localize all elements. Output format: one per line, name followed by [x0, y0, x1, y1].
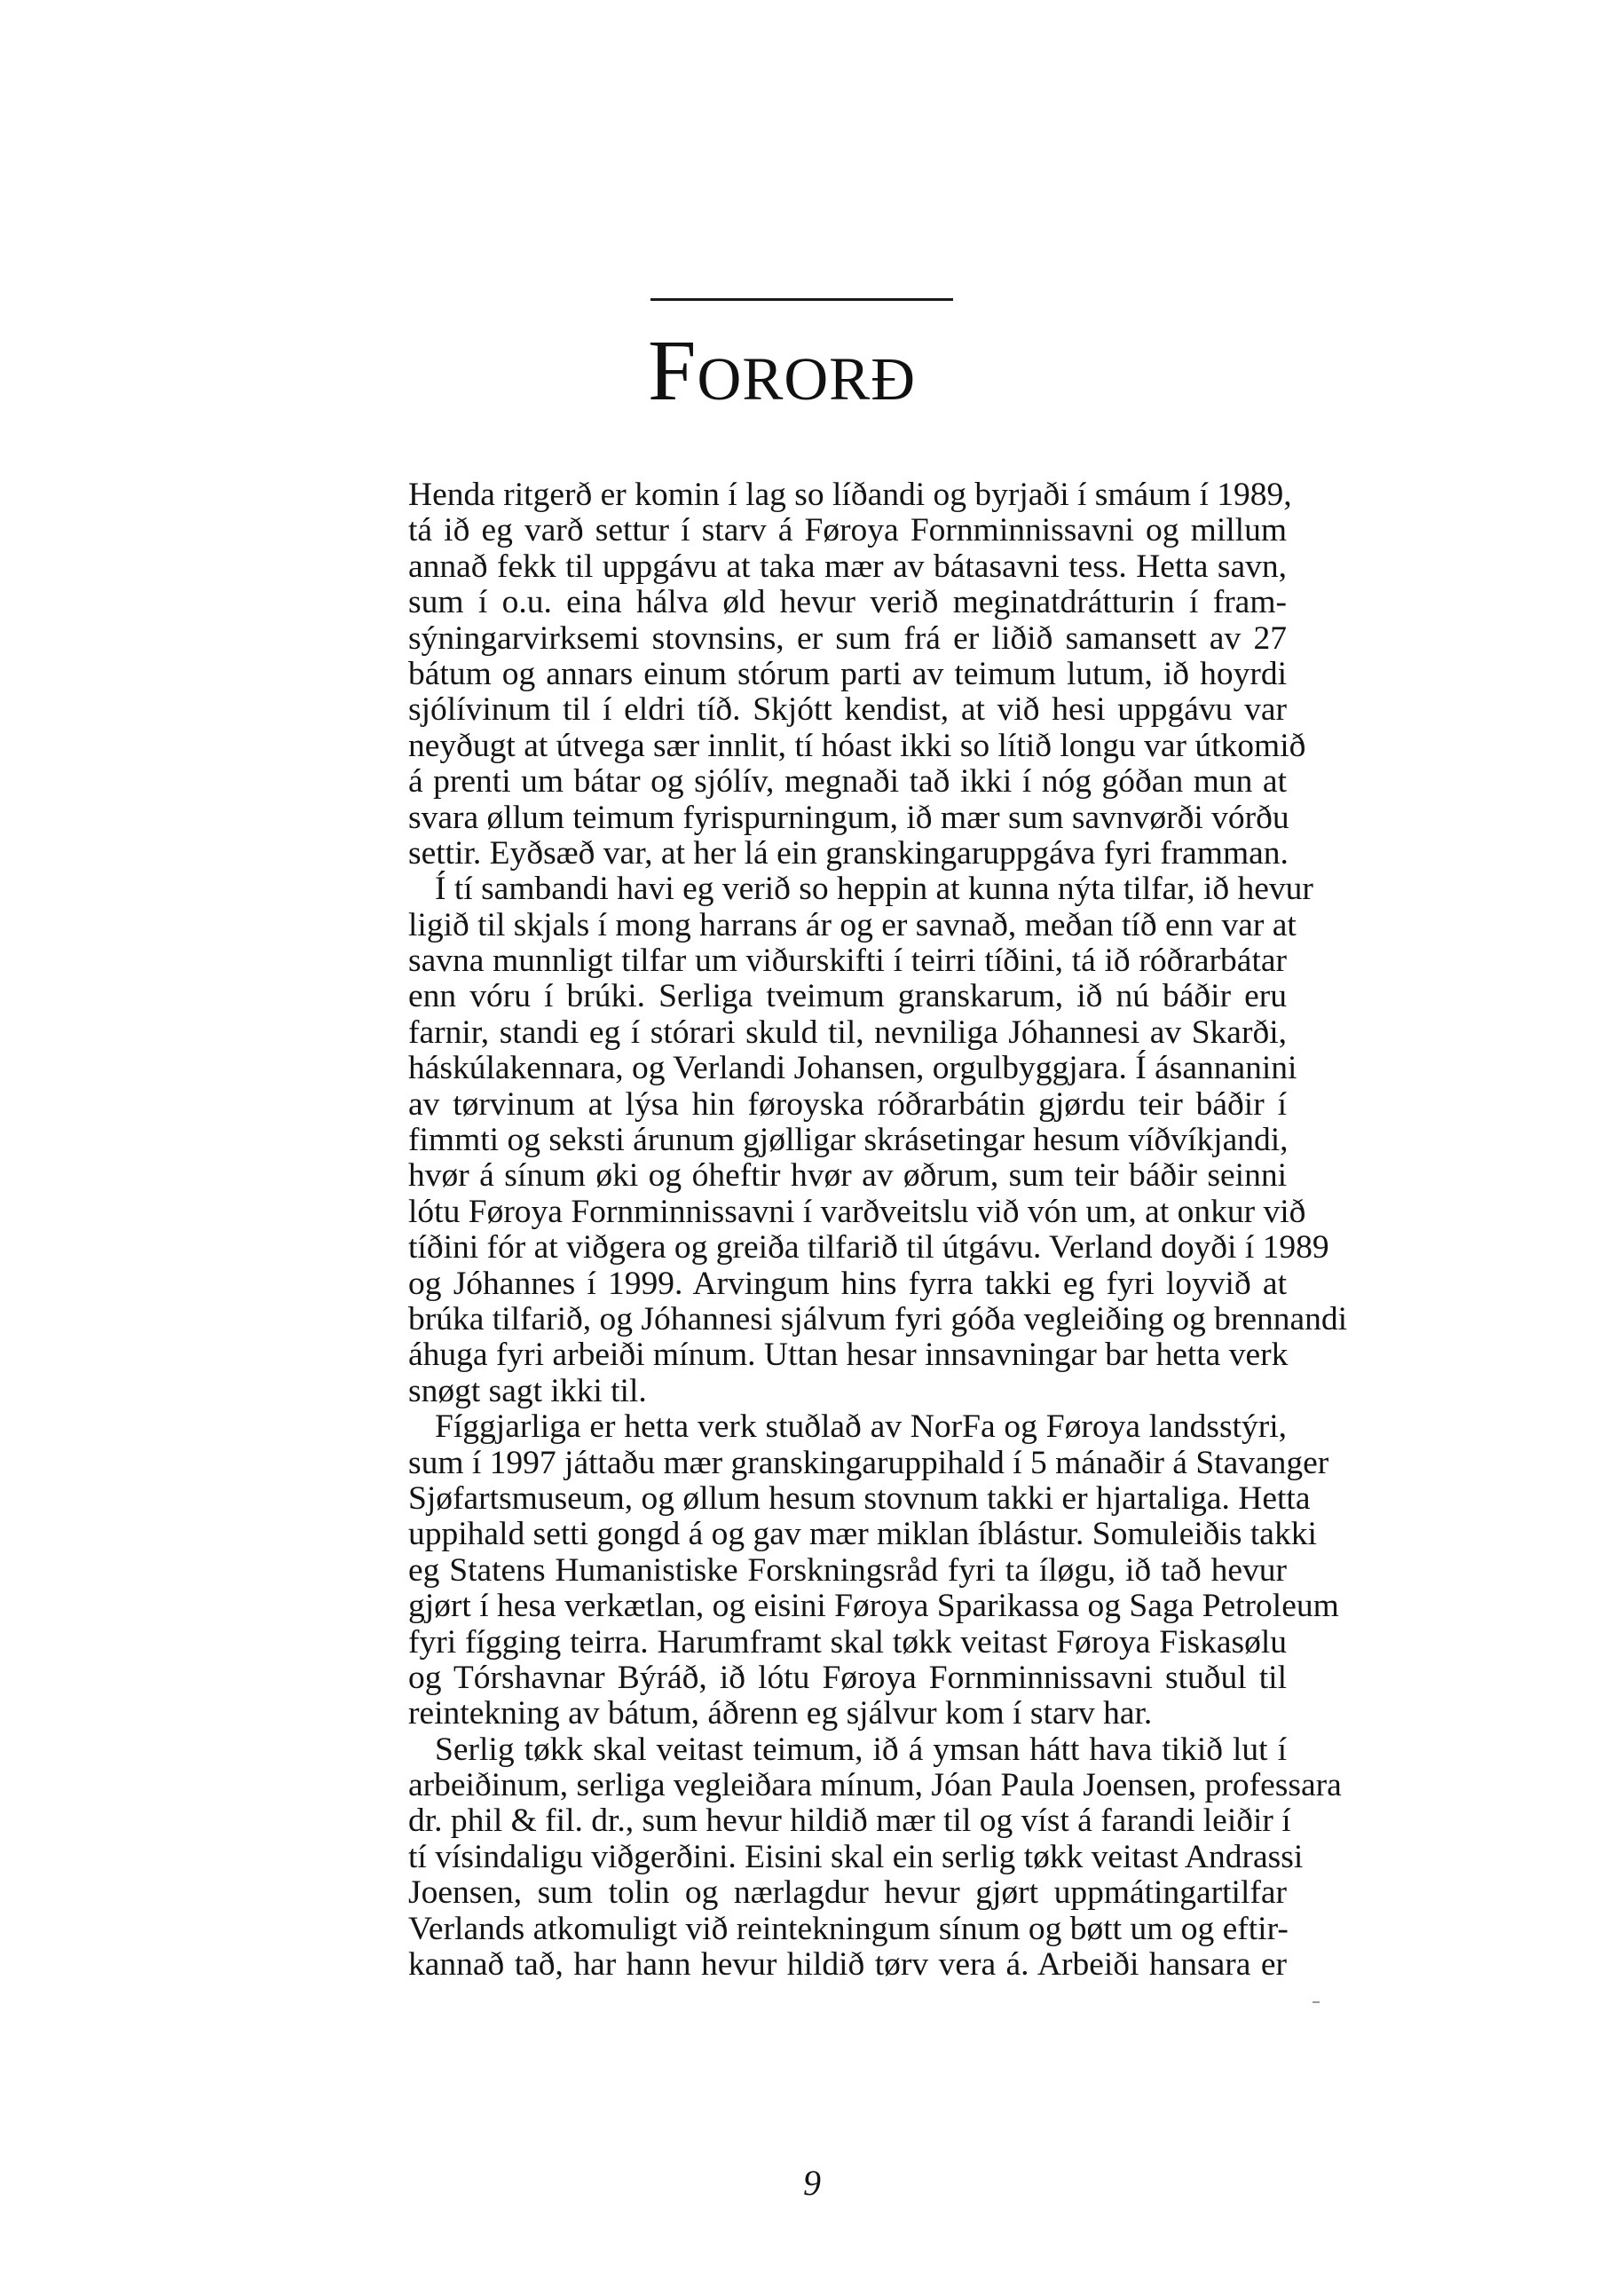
paragraph	[408, 477, 1306, 872]
text-line: kannað tað, har hann hevur hildið tørv vera á. Arbeiði hansara er	[408, 1946, 1287, 1984]
text-line: Fíggjarliga er hetta verk stuðlað av NorFa og Føroya landsstýri,	[435, 1408, 1287, 1446]
text-line: enn vóru í brúki. Serliga tveimum granskarum, ið nú báðir eru	[408, 978, 1287, 1015]
text-line: reintekning av bátum, áðrenn eg sjálvur kom í starv har.	[408, 1695, 1153, 1732]
text-line: tíðini fór at viðgera og greiða tilfarið til útgávu. Verland doyði í 1989	[408, 1229, 1329, 1266]
text-line: háskúlakennara, og Verlandi Johansen, orgulbyggjara. Í ásannanini	[408, 1050, 1297, 1087]
text-line: uppihald setti gongd á og gav mær miklan íblástur. Somuleiðis takki	[408, 1516, 1317, 1553]
text-line: eg Statens Humanistiske Forskningsråd fyri ta íløgu, ið tað hevur	[408, 1551, 1287, 1589]
text-line: bátum og annars einum stórum parti av teimum lutum, ið hoyrdi	[408, 655, 1287, 692]
text-line: arbeiðinum, serliga vegleiðara mínum, Jóan Paula Joensen, professara	[408, 1767, 1342, 1804]
text-line: snøgt sagt ikki til.	[408, 1372, 647, 1409]
text-line: settir. Eyðsæð var, at her lá ein granskingaruppgáva fyri framman.	[408, 834, 1289, 872]
text-line: og Jóhannes í 1999. Arvingum hins fyrra takki eg fyri loyvið at	[408, 1265, 1287, 1302]
text-line: sum í 1997 játtaðu mær granskingaruppihald í 5 mánaðir á Stavanger	[408, 1444, 1329, 1481]
text-line: Henda ritgerð er komin í lag so líðandi og byrjaði í smáum í 1989,	[408, 477, 1292, 513]
text-line: og Tórshavnar Býráð, ið lótu Føroya Fornminnissavni stuðul til	[408, 1659, 1287, 1696]
title-rule-divider	[650, 298, 953, 301]
text-line: neyðugt at útvega sær innlit, tí hóast ikki so lítið longu var útkomið	[408, 727, 1306, 764]
text-line: savna munnligt tilfar um viðurskifti í teirri tíðini, tá ið róðrarbátar	[408, 943, 1287, 980]
text-line: tá ið eg varð settur í starv á Føroya Fornminnissavni og millum	[408, 512, 1287, 549]
text-line: sjólívinum til í eldri tíð. Skjótt kendist, at við hesi uppgávu var	[408, 691, 1287, 729]
text-line: Verlands atkomuligt við reintekningum sínum og bøtt um og eftir-	[408, 1910, 1289, 1947]
page-number: 9	[803, 2163, 821, 2203]
text-line: sum í o.u. eina hálva øld hevur verið meginatdrátturin í fram-	[408, 584, 1287, 621]
text-line: Serlig tøkk skal veitast teimum, ið á ymsan hátt hava tikið lut í	[435, 1731, 1287, 1768]
text-line: brúka tilfarið, og Jóhannesi sjálvum fyri góða vegleiðing og brennandi	[408, 1300, 1348, 1337]
text-line: fyri fígging teirra. Harumframt skal tøkk veitast Føroya Fiskasølu	[408, 1623, 1287, 1661]
text-line: gjørt í hesa verkætlan, og eisini Føroya Sparikassa og Saga Petroleum	[408, 1588, 1339, 1625]
text-line: farnir, standi eg í stórari skuld til, nevniliga Jóhannesi av Skarði,	[408, 1014, 1287, 1051]
paragraph	[408, 1731, 1342, 1984]
text-line: Í tí sambandi havi eg verið so heppin at kunna nýta tilfar, ið hevur	[435, 871, 1313, 908]
text-line: sýningarvirksemi stovnsins, er sum frá er liðið samansett av 27	[408, 619, 1287, 657]
text-line: Joensen, sum tolin og nærlagdur hevur gjørt uppmátingartilfar	[408, 1874, 1287, 1912]
text-line: tí vísindaligu viðgerðini. Eisini skal ein serlig tøkk veitast Andrassi	[408, 1838, 1304, 1875]
text-line: dr. phil & fil. dr., sum hevur hildið mær til og víst á farandi leiðir í	[408, 1803, 1291, 1840]
text-line: Sjøfartsmuseum, og øllum hesum stovnum takki er hjartaliga. Hetta	[408, 1479, 1311, 1517]
margin-mark	[1313, 2001, 1320, 2003]
text-line: hvør á sínum øki og óheftir hvør av øðrum, sum teir báðir seinni	[408, 1157, 1287, 1195]
text-line: á prenti um bátar og sjólív, megnaði tað ikki í nóg góðan mun at	[408, 763, 1287, 801]
text-line: áhuga fyri arbeiði mínum. Uttan hesar innsavningar bar hetta verk	[408, 1337, 1289, 1374]
text-line: annað fekk til uppgávu at taka mær av bátasavni tess. Hetta savn,	[408, 548, 1287, 585]
text-line: fimmti og seksti árunum gjølligar skrásetingar hesum víðvíkjandi,	[408, 1122, 1289, 1159]
text-line: lótu Føroya Fornminnissavni í varðveitslu við vón um, at onkur við	[408, 1193, 1306, 1230]
body-text	[408, 477, 1348, 1984]
paragraph	[408, 1408, 1339, 1732]
paragraph	[408, 871, 1348, 1409]
chapter-title: Fororð	[648, 323, 917, 419]
text-line: svara øllum teimum fyrispurningum, ið mær sum savnvørði vórðu	[408, 799, 1289, 836]
text-line: ligið til skjals í mong harrans ár og er savnað, meðan tíð enn var at	[408, 906, 1297, 943]
text-line: av tørvinum at lýsa hin føroyska róðrarbátin gjørdu teir báðir í	[408, 1085, 1287, 1123]
